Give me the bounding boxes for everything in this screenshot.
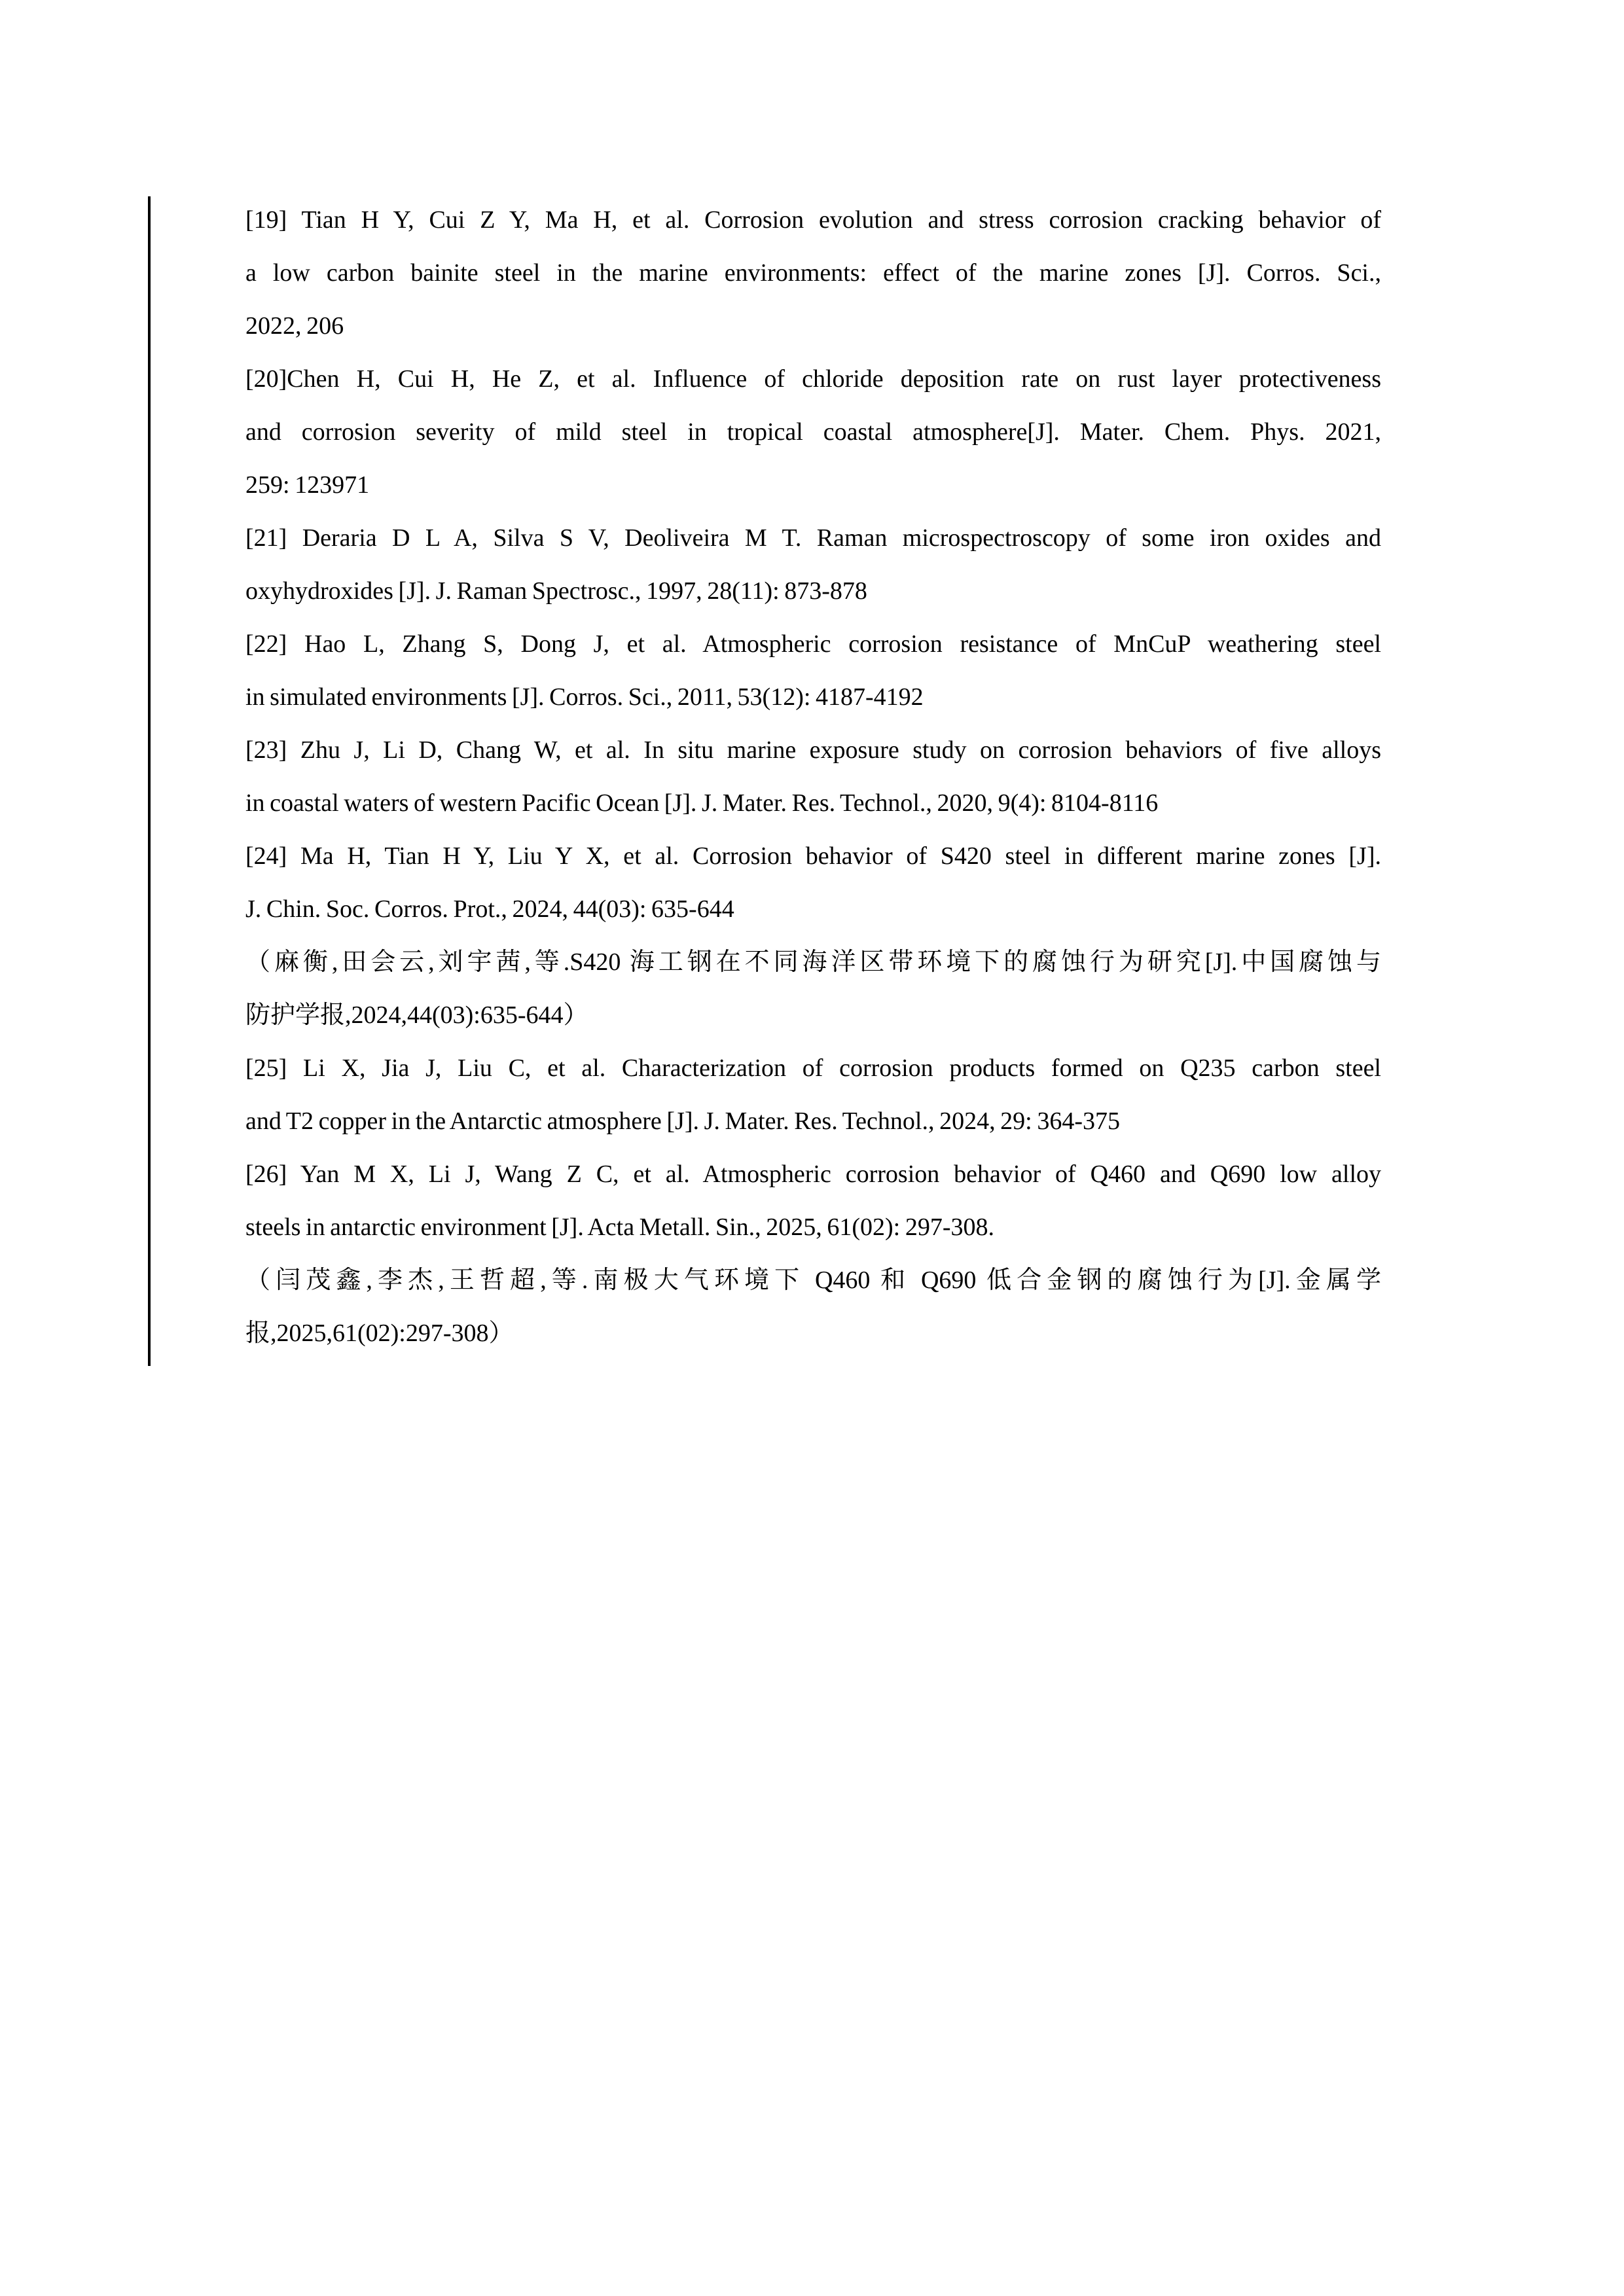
references-list	[245, 194, 1381, 1360]
reference-entry-ref-21	[245, 512, 1381, 618]
reference-line: （闫茂鑫,李杰,王哲超,等.南极大气环境下 Q460 和 Q690 低合金钢的腐蚀行为[J].金属学	[245, 1266, 1381, 1294]
reference-entry-ref-24-cn	[245, 936, 1381, 1042]
reference-entry-ref-19	[245, 194, 1381, 353]
reference-entry-ref-22	[245, 618, 1381, 724]
reference-line: and corrosion severity of mild steel in tropical coastal atmosphere[J]. Mater. Chem. Phys. 2021,	[245, 418, 1381, 446]
reference-line: a low carbon bainite steel in the marine environments: effect of the marine zones [J]. Corros. Sci.,	[245, 259, 1381, 287]
reference-entry-ref-20	[245, 353, 1381, 512]
reference-line: J. Chin. Soc. Corros. Prot., 2024, 44(03): 635-644	[245, 895, 734, 923]
reference-line: 259: 123971	[245, 471, 370, 499]
reference-line: in coastal waters of western Pacific Ocean [J]. J. Mater. Res. Technol., 2020, 9(4): 8104-8116	[245, 789, 1159, 817]
reference-entry-ref-25	[245, 1042, 1381, 1148]
reference-line: [26] Yan M X, Li J, Wang Z C, et al. Atmospheric corrosion behavior of Q460 and Q690 low alloy	[245, 1160, 1381, 1188]
reference-line: steels in antarctic environment [J]. Acta Metall. Sin., 2025, 61(02): 297-308.	[245, 1213, 994, 1241]
reference-entry-ref-26	[245, 1148, 1381, 1254]
reference-line: and T2 copper in the Antarctic atmosphere [J]. J. Mater. Res. Technol., 2024, 29: 364-375	[245, 1107, 1120, 1135]
reference-line: oxyhydroxides [J]. J. Raman Spectrosc., 1997, 28(11): 873-878	[245, 577, 867, 605]
reference-line: in simulated environments [J]. Corros. Sci., 2011, 53(12): 4187-4192	[245, 683, 924, 711]
reference-line: [22] Hao L, Zhang S, Dong J, et al. Atmospheric corrosion resistance of MnCuP weathering steel	[245, 630, 1381, 658]
reference-entry-ref-26-cn	[245, 1254, 1381, 1360]
reference-line: [24] Ma H, Tian H Y, Liu Y X, et al. Corrosion behavior of S420 steel in different marine zones [J].	[245, 842, 1381, 870]
reference-line: [23] Zhu J, Li D, Chang W, et al. In situ marine exposure study on corrosion behaviors of five alloys	[245, 736, 1381, 764]
reference-entry-ref-24	[245, 830, 1381, 936]
reference-line: [20]Chen H, Cui H, He Z, et al. Influence of chloride deposition rate on rust layer protectiveness	[245, 365, 1381, 393]
reference-line: 2022, 206	[245, 312, 344, 340]
revision-bar	[148, 196, 151, 1366]
reference-line: 报,2025,61(02):297-308）	[245, 1319, 514, 1347]
reference-line: （麻衡,田会云,刘宇茜,等.S420 海工钢在不同海洋区带环境下的腐蚀行为研究[J].中国腐蚀与	[245, 948, 1381, 976]
reference-line: [25] Li X, Jia J, Liu C, et al. Characterization of corrosion products formed on Q235 carbon steel	[245, 1054, 1381, 1082]
reference-line: 防护学报,2024,44(03):635-644）	[245, 1001, 588, 1029]
reference-line: [19] Tian H Y, Cui Z Y, Ma H, et al. Corrosion evolution and stress corrosion cracking behavior of	[245, 206, 1381, 234]
reference-entry-ref-23	[245, 724, 1381, 830]
reference-line: [21] Deraria D L A, Silva S V, Deoliveira M T. Raman microspectroscopy of some iron oxides and	[245, 524, 1381, 552]
